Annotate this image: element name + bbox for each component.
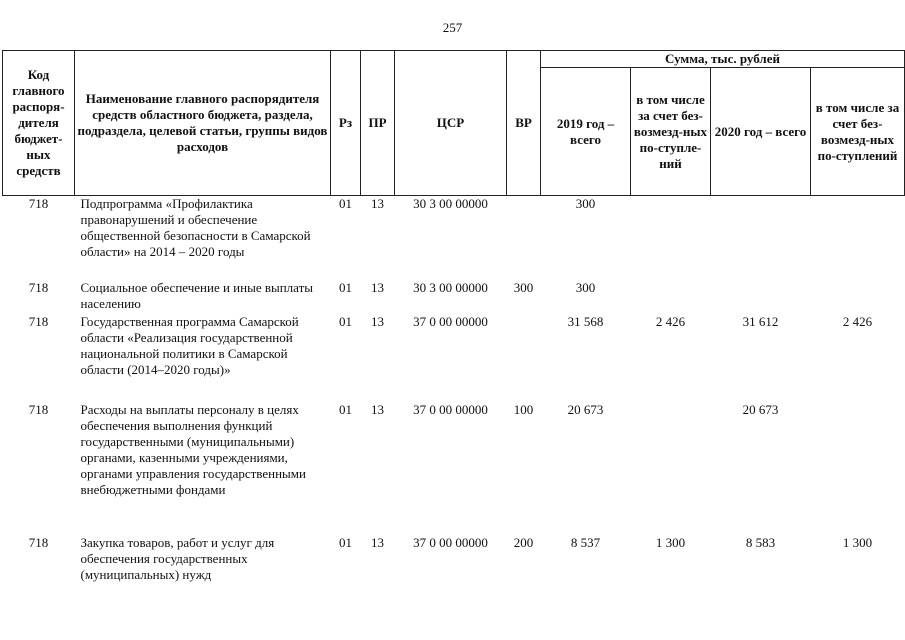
header-2019-free: в том числе за счет без-возмезд-ных по-ступле-ний	[631, 68, 711, 196]
cell-2019-total: 31 568	[567, 313, 604, 329]
cell-2020-total: 20 673	[742, 401, 779, 417]
cell-rz: 01	[339, 534, 352, 550]
budget-table	[2, 50, 905, 587]
cell-2020-total: 31 612	[742, 313, 779, 329]
cell-2019-free	[631, 196, 711, 280]
cell-name: Социальное обеспечение и иные выплаты населению	[80, 279, 314, 311]
header-2019-total: 2019 год – всего	[541, 68, 631, 196]
cell-2019-total: 300	[575, 196, 596, 211]
table-header	[3, 51, 905, 196]
cell-vr: 100	[513, 401, 534, 417]
cell-rz: 01	[339, 401, 352, 417]
page-number: 257	[442, 20, 463, 35]
cell-2020-total	[711, 196, 811, 280]
cell-csr: 37 0 00 00000	[413, 534, 488, 550]
cell-2020-total: 8 583	[745, 534, 776, 550]
cell-csr: 30 3 00 00000	[413, 279, 488, 295]
cell-2019-free	[631, 280, 711, 314]
cell-2020-free	[811, 280, 905, 314]
cell-code: 718	[28, 196, 49, 211]
cell-vr	[507, 314, 541, 402]
cell-code: 718	[28, 313, 49, 329]
header-vr: ВР	[507, 51, 541, 196]
cell-name: Закупка товаров, работ и услуг для обеспечения государственных (муниципальных) нужд	[80, 534, 275, 582]
cell-vr	[507, 196, 541, 280]
cell-csr: 37 0 00 00000	[413, 313, 488, 329]
header-2020-free: в том числе за счет без-возмезд-ных по-ступлений	[811, 68, 905, 196]
cell-2019-free	[631, 402, 711, 535]
cell-name: Подпрограмма «Профилактика правонарушений и обеспечение общественной безопасности в Самарской области» на 2014 – 2020 годы	[80, 196, 311, 259]
table-row	[3, 196, 905, 280]
cell-pr: 13	[371, 401, 384, 417]
cell-2019-total: 8 537	[570, 534, 601, 550]
cell-2020-free: 1 300	[842, 534, 873, 550]
cell-2020-total	[711, 280, 811, 314]
cell-rz: 01	[339, 313, 352, 329]
table-row	[3, 402, 905, 535]
cell-vr: 300	[513, 279, 534, 295]
header-sum: Сумма, тыс. рублей	[541, 51, 905, 68]
header-2020-total: 2020 год – всего	[711, 68, 811, 196]
cell-2019-free: 1 300	[655, 534, 686, 550]
header-rz: Рз	[331, 51, 361, 196]
cell-pr: 13	[371, 279, 384, 295]
header-csr: ЦСР	[395, 51, 507, 196]
cell-csr: 37 0 00 00000	[413, 401, 488, 417]
header-code: Код главного распоря-дителя бюджет-ных средств	[3, 51, 75, 196]
cell-pr: 13	[371, 313, 384, 329]
cell-rz: 01	[339, 196, 352, 211]
cell-rz: 01	[339, 279, 352, 295]
cell-2019-total: 20 673	[567, 401, 604, 417]
cell-2020-free	[811, 196, 905, 280]
cell-code: 718	[28, 401, 49, 417]
header-name: Наименование главного распорядителя средств областного бюджета, раздела, подраздела, целевой статьи, группы видов расходов	[75, 51, 331, 196]
cell-pr: 13	[371, 534, 384, 550]
cell-2019-total: 300	[575, 279, 596, 295]
cell-2019-free: 2 426	[655, 313, 686, 329]
table-row	[3, 280, 905, 314]
cell-code: 718	[28, 534, 49, 550]
cell-2020-free: 2 426	[842, 313, 873, 329]
cell-code: 718	[28, 279, 49, 295]
cell-name: Государственная программа Самарской области «Реализация государственной национальной политики в Самарской области (2014–2020 годы)»	[80, 313, 299, 377]
table-row	[3, 314, 905, 402]
cell-2020-free	[811, 402, 905, 535]
cell-pr: 13	[371, 196, 384, 211]
cell-name: Расходы на выплаты персоналу в целях обеспечения выполнения функций государственными (муниципальными) органами, казенными учреждениями, органами управления государственными внебюджетными фондами	[80, 401, 306, 497]
table-body	[3, 196, 905, 587]
cell-vr: 200	[513, 534, 534, 550]
table-row	[3, 535, 905, 587]
cell-csr: 30 3 00 00000	[413, 196, 488, 211]
header-pr: ПР	[361, 51, 395, 196]
